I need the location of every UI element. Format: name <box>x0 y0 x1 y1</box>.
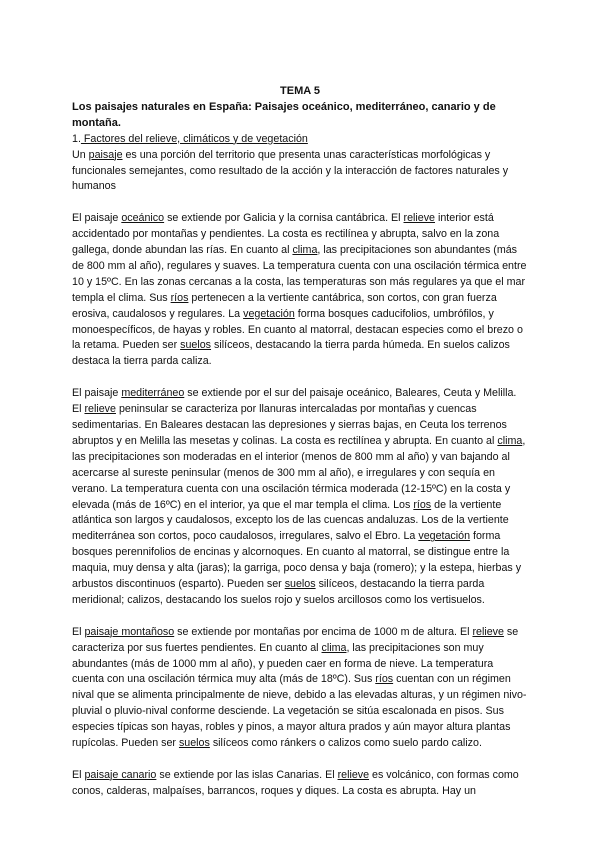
paragraph-mediterraneo: El paisaje mediterráneo se extiende por el sur del paisaje oceánico, Baleares, Ceuta y Melilla. El relieve peninsular se caracteriza por llanuras intercaladas por montañas y cuencas sedimentarias. En Baleares destacan las depresiones y sierras bajas, en Ceuta los terrenos abruptos y en Melilla las mesetas y colinas. La costa es rectilínea y abrupta. En cuanto al clima, las precipitaciones son moderadas en el interior (menos de 800 mm al año) y van bajando al acercarse al sureste peninsular (menos de 300 mm al año), e irregulares y con sequía en verano. La temperatura cuenta con una oscilación térmica moderada (12-15ºC) en la costa y elevada (más de 16ºC) en el interior, ya que el mar templa el clima. Los ríos de la vertiente atlántica son largos y caudalosos, excepto los de las cuencas andaluzas. Los de la vertiente mediterránea son cortos, poco caudalosos, irregulares, salvo el Ebro. La vegetación forma bosques perennifolios de encinas y alcornoques. En cuanto al matorral, se distingue entre la maquia, muy densa y alta (jaras); la garriga, poco densa y baja (romero); y la estepa, hierbas y arbustos discontinuos (esparto). Pueden ser suelos silíceos, destacando la tierra parda meridional; calizos, destacando los suelos rojo y suelos arcillosos como los vertisuelos. <box>72 387 526 606</box>
paragraph-oceanico: El paisaje oceánico se extiende por Galicia y la cornisa cantábrica. El relieve interior está accidentado por montañas y pendientes. La costa es rectilínea y abrupta, salvo en la zona gallega, donde abundan las rías. En cuanto al clima, las precipitaciones son abundantes (más de 800 mm al año), regulares y suaves. La temperatura cuenta con una oscilación térmica entre 10 y 15ºC. En las zonas cercanas a la costa, las temperaturas son más regulares ya que el mar templa el clima. Sus ríos pertenecen a la vertiente cantábrica, son cortos, con gran fuerza erosiva, caudalosos y regulares. La vegetación forma bosques caducifolios, umbrófilos, y monoespecíficos, de hayas y robles. En cuanto al matorral, destacan especies como el brezo o la retama. Pueden ser suelos silíceos, destacando la tierra parda húmeda. En suelos calizos destaca la tierra parda caliza. <box>72 212 527 368</box>
heading-number: 1. <box>72 132 81 145</box>
heading-text: Factores del relieve, climáticos y de vegetación <box>80 132 308 145</box>
section-heading <box>72 132 528 148</box>
doc-subtitle: Los paisajes naturales en España: Paisajes oceánico, mediterráneo, canario y de montaña. <box>72 100 496 129</box>
doc-title: TEMA 5 <box>280 85 320 97</box>
paragraph-montanoso: El paisaje montañoso se extiende por montañas por encima de 1000 m de altura. El relieve se caracteriza por sus fuertes pendientes. En cuanto al clima, las precipitaciones son muy abundantes (más de 1000 mm al año), y pueden caer en forma de nieve. La temperatura cuenta con una oscilación térmica muy alta (más de 18ºC). Sus ríos cuentan con un régimen nival que se alimenta principalmente de nieve, debido a las elevadas alturas, y un régimen nivo-pluvial o pluvio-nival conforme desciende. La vegetación se sitúa escalonada en pisos. Sus especies típicas son hayas, robles y pinos, a mayor altura prados y aún mayor altura plantas rupícolas. Pueden ser suelos silíceos como ránkers o calizos como suelo pardo calizo. <box>72 625 527 750</box>
paragraph-intro: Un paisaje es una porción del territorio que presenta unas características morfológicas y funcionales semejantes, como resultado de la acción y la interacción de factores naturales y humanos <box>72 148 509 193</box>
document-page <box>72 84 528 800</box>
paragraph-canario: El paisaje canario se extiende por las islas Canarias. El relieve es volcánico, con formas como conos, calderas, malpaíses, barrancos, roques y diques. La costa es abrupta. Hay un <box>72 768 519 797</box>
